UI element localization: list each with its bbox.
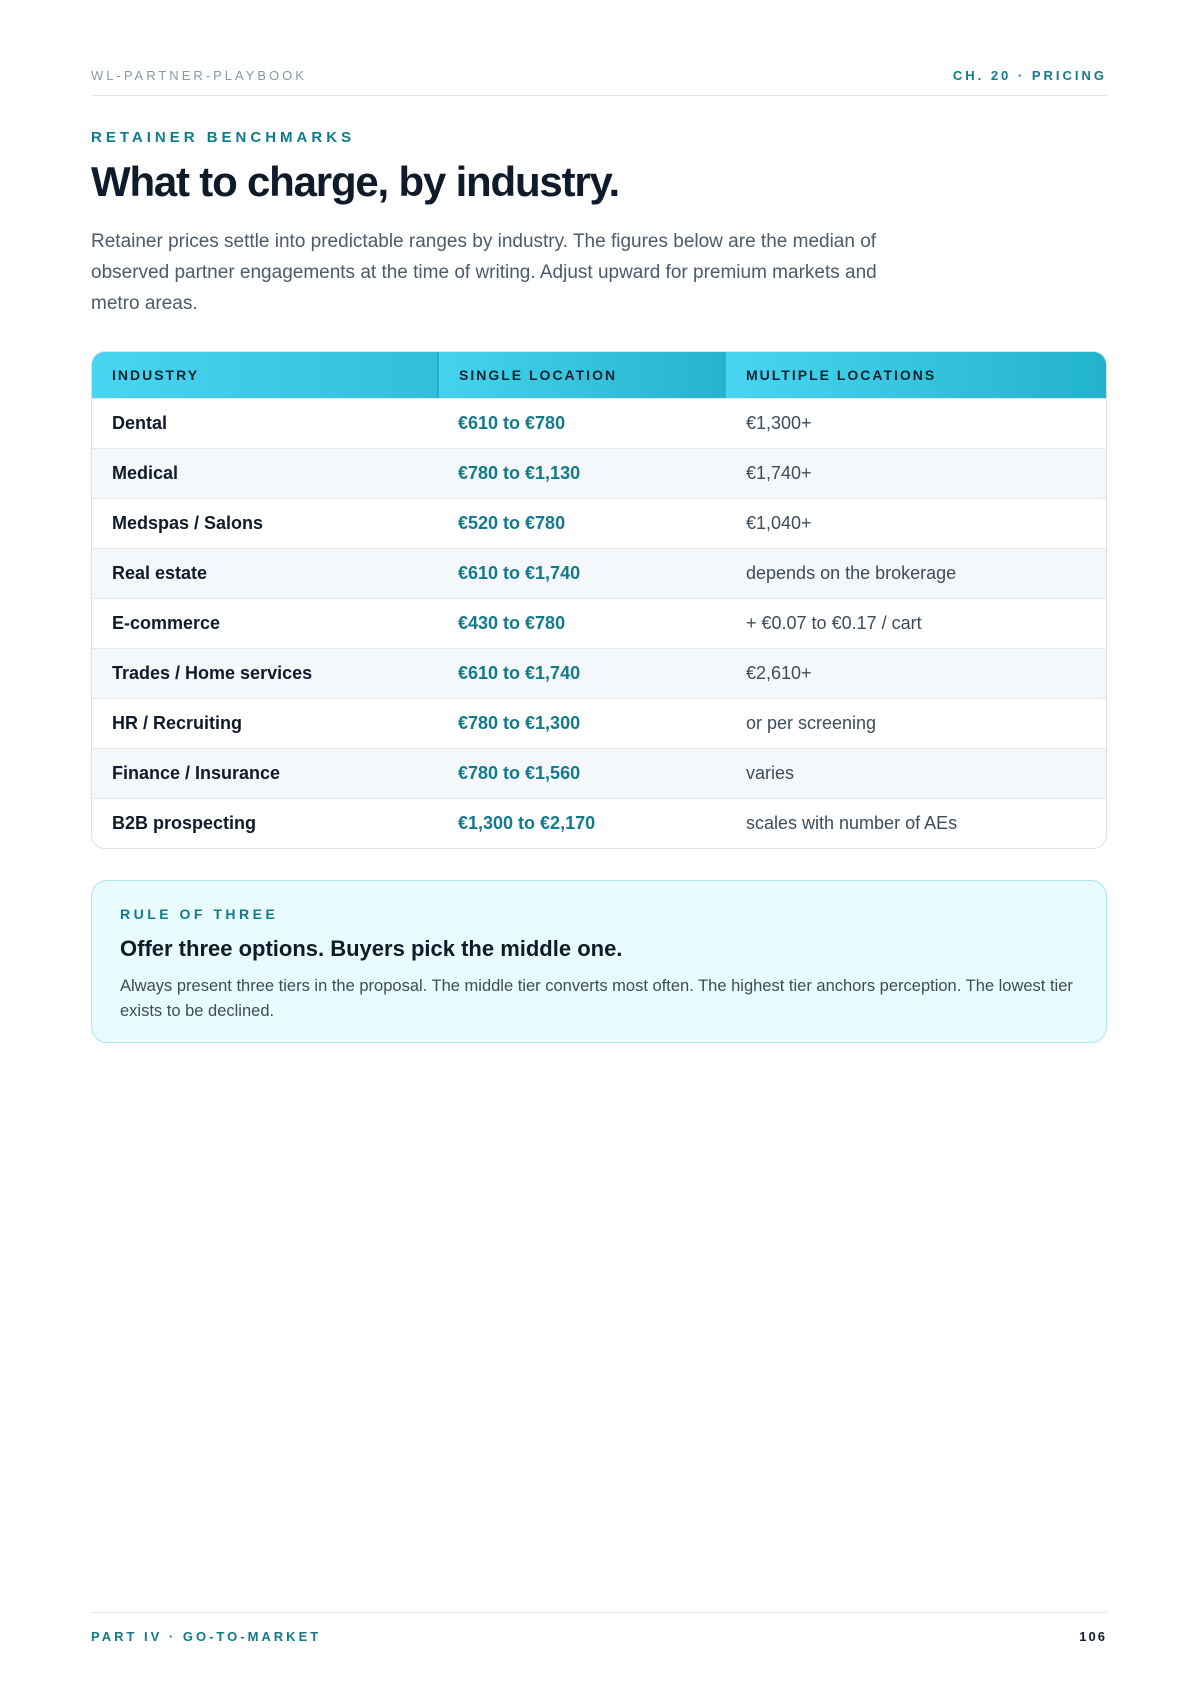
industry-cell: Medical [112,463,179,483]
industry-cell: E-commerce [112,613,221,633]
industry-cell: Medspas / Salons [112,513,264,533]
page [91,0,1107,1684]
running-header [91,66,1107,96]
table-row [92,748,1106,798]
running-footer [91,1612,1107,1644]
callout-eyebrow: RULE OF THREE [120,906,279,922]
table-row [92,548,1106,598]
callout-title: Offer three options. Buyers pick the middle one. [120,936,623,961]
page-title: What to charge, by industry. [91,158,620,205]
multiple-locations-cell: depends on the brokerage [746,563,957,583]
part-label: PART IV · GO-TO-MARKET [91,1629,322,1644]
industry-cell: Trades / Home services [112,663,313,683]
single-location-cell: €520 to €780 [458,513,566,533]
table-header [92,352,1106,398]
table-row [92,498,1106,548]
column-header-multiple-locations: MULTIPLE LOCATIONS [726,352,1106,398]
table-row [92,598,1106,648]
single-location-cell: €780 to €1,300 [458,713,581,733]
table-row [92,398,1106,448]
multiple-locations-cell: + €0.07 to €0.17 / cart [746,613,922,633]
table-row [92,698,1106,748]
multiple-locations-cell: €1,300+ [746,413,812,433]
multiple-locations-cell: varies [746,763,795,783]
single-location-cell: €430 to €780 [458,613,566,633]
table-row [92,648,1106,698]
page-number: 106 [1079,1629,1107,1644]
single-location-cell: €610 to €780 [458,413,566,433]
lead-paragraph: Retainer prices settle into predictable ranges by industry. The figures below are the median of observed partner engagements at the time of writing. Adjust upward for premium markets and metro areas. [91,231,877,314]
industry-cell: Finance / Insurance [112,763,281,783]
multiple-locations-cell: or per screening [746,713,877,733]
multiple-locations-cell: €1,740+ [746,463,812,483]
industry-cell: Real estate [112,563,208,583]
single-location-cell: €610 to €1,740 [458,563,581,583]
multiple-locations-cell: €1,040+ [746,513,812,533]
table-row [92,448,1106,498]
industry-cell: Dental [112,413,168,433]
multiple-locations-cell: €2,610+ [746,663,812,683]
multiple-locations-cell: scales with number of AEs [746,813,958,833]
brand-label: WL-PARTNER-PLAYBOOK [91,68,307,83]
chapter-label: CH. 20 · PRICING [952,68,1107,83]
industry-cell: HR / Recruiting [112,713,243,733]
column-header-single-location: SINGLE LOCATION [437,352,726,398]
single-location-cell: €780 to €1,130 [458,463,581,483]
industry-cell: B2B prospecting [112,813,257,833]
pricing-table [91,351,1107,849]
callout-body: Always present three tiers in the proposal. The middle tier converts most often. The highest tier anchors perception. The lowest tier exists to be declined. [120,977,1073,1020]
single-location-cell: €610 to €1,740 [458,663,581,683]
single-location-cell: €780 to €1,560 [458,763,581,783]
rule-of-three-callout [91,880,1107,1043]
section-eyebrow: RETAINER BENCHMARKS [91,129,356,146]
table-row [92,798,1106,848]
single-location-cell: €1,300 to €2,170 [458,813,596,833]
column-header-industry: INDUSTRY [92,352,437,398]
